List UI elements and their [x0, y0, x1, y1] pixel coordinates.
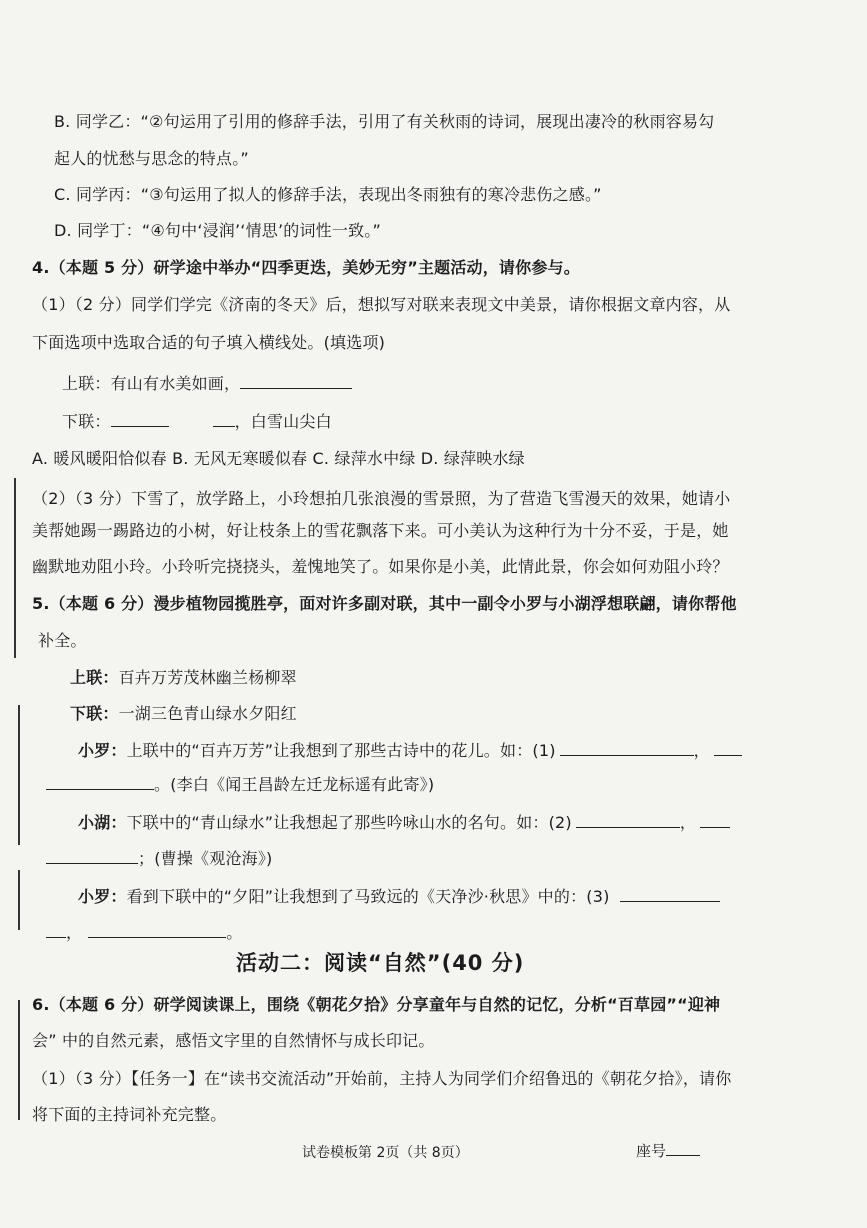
xiaohu-source: ；(曹操《观沧海》): [138, 849, 273, 868]
xiaoluo-line4: [46, 921, 242, 944]
question-6-1-line2: 将下面的主持词补充完整。: [32, 1105, 227, 1124]
question-4-1-line2: 下面选项中选取合适的句子填入横线处。(填选项): [32, 333, 386, 352]
left-margin-line: [18, 1000, 20, 1120]
xiaoluo-source: 。(李白《闻王昌龄左迁龙标遥有此寄》): [154, 775, 435, 794]
answer-blank[interactable]: [700, 811, 730, 828]
seat-number: [636, 1140, 700, 1161]
option-b-line1: B. 同学乙：“②句运用了引用的修辞手法，引用了有关秋雨的诗词，展现出凄冷的秋雨容易勾: [54, 112, 715, 131]
option-d: D. 同学丁：“④句中‘浸润’‘情思’的词性一致。”: [54, 221, 381, 240]
seat-number-blank[interactable]: [666, 1141, 700, 1156]
xiaoluo-text: 上联中的“百卉万芳”让我想到了那些古诗中的花儿。如：(1): [126, 741, 556, 760]
xiaoluo-line2: [46, 773, 434, 796]
left-margin-line: [18, 870, 20, 930]
question-4-1-line1: （1）（2 分）同学们学完《济南的冬天》后，想拟写对联来表现文中美景，请你根据文章内容，从: [32, 295, 731, 314]
speaker-xiaohu: 小湖：: [78, 813, 127, 832]
question-6-line2: 会” 中的自然元素，感悟文字里的自然情怀与成长印记。: [32, 1031, 435, 1050]
couplet-options: A. 暖风暖阳恰似春 B. 无风无寒暖似春 C. 绿萍水中绿 D. 绿萍映水绿: [32, 449, 525, 468]
xiaoluo-line1: [78, 739, 742, 762]
period: 。: [226, 923, 243, 942]
comma: ，: [693, 741, 710, 760]
answer-blank[interactable]: [560, 739, 694, 756]
couplet-upper: [62, 372, 352, 395]
answer-blank[interactable]: [576, 811, 680, 828]
couplet-lower-text: ，白雪山尖白: [234, 412, 332, 431]
option-b-line2: 起人的忧愁与思念的特点。”: [54, 149, 249, 168]
speaker-xiaoluo: 小罗：: [78, 741, 127, 760]
question-5-line1: 5.（本题 6 分）漫步植物园揽胜亭，面对许多副对联，其中一副令小罗与小湖浮想联翩，请你帮他: [32, 594, 737, 613]
question-4-2-line1: （2）（3 分）下雪了，放学路上，小玲想拍几张浪漫的雪景照，为了营造飞雪漫天的效果，她请小: [32, 489, 731, 508]
page-number: 试卷模板第 2页（共 8页）: [302, 1145, 469, 1161]
couplet-lower-5: [70, 703, 297, 725]
section-heading: 活动二：阅读“自然”(40 分): [236, 951, 525, 975]
couplet-lower: [62, 410, 332, 433]
option-c: C. 同学丙：“③句运用了拟人的修辞手法，表现出冬雨独有的寒冷悲伤之感。”: [54, 185, 602, 204]
left-margin-line: [14, 478, 16, 658]
question-4-2-line3: 幽默地劝阻小玲。小玲听完挠挠头，羞愧地笑了。如果你是小美，此情此景，你会如何劝阻小玲？: [32, 557, 729, 576]
xiaoluo-text-2: 看到下联中的“夕阳”让我想到了马致远的《天净沙·秋思》中的：(3): [126, 887, 610, 906]
speaker-xiaoluo: 小罗：: [78, 887, 127, 906]
answer-blank[interactable]: [111, 410, 169, 427]
couplet-upper-content: 百卉万芳茂林幽兰杨柳翠: [118, 668, 297, 687]
question-6-1-line1: （1）（3 分）【任务一】在“读书交流活动”开始前，主持人为同学们介绍鲁迅的《朝花夕拾》，请你: [32, 1069, 732, 1088]
couplet-lower-content: 一湖三色青山绿水夕阳红: [118, 704, 297, 723]
answer-blank[interactable]: [46, 773, 154, 790]
comma: ，: [679, 813, 697, 832]
xiaoluo-line3: [78, 885, 720, 908]
couplet-upper-text: 上联：有山有水美如画，: [62, 374, 241, 393]
seat-label: 座号: [636, 1142, 667, 1160]
answer-blank[interactable]: [46, 921, 66, 938]
xiaohu-line1: [78, 811, 730, 834]
answer-blank[interactable]: [240, 372, 352, 389]
answer-blank[interactable]: [46, 847, 138, 864]
xiaohu-line2: [46, 847, 273, 870]
question-4-title: 4.（本题 5 分）研学途中举办“四季更迭，美妙无穷”主题活动，请你参与。: [32, 258, 580, 277]
answer-blank[interactable]: [88, 921, 226, 938]
comma: ，: [66, 923, 83, 942]
question-4-2-line2: 美帮她踢一踢路边的小树，好让枝条上的雪花飘落下来。可小美认为这种行为十分不妥，于是，她: [32, 521, 729, 540]
couplet-lower-label: 下联：: [70, 704, 119, 723]
question-6-line1: 6.（本题 6 分）研学阅读课上，围绕《朝花夕拾》分享童年与自然的记忆，分析“百草园”“迎神: [32, 995, 721, 1014]
answer-blank[interactable]: [620, 885, 720, 902]
couplet-lower-label: 下联：: [62, 412, 111, 431]
question-5-line2: 补全。: [38, 631, 87, 650]
couplet-upper-5: [70, 667, 297, 689]
answer-blank[interactable]: [213, 410, 235, 427]
left-margin-line: [18, 705, 20, 845]
xiaohu-text: 下联中的“青山绿水”让我想起了那些吟咏山水的名句。如：(2): [126, 813, 572, 832]
couplet-upper-label: 上联：: [70, 668, 119, 687]
answer-blank[interactable]: [714, 739, 742, 756]
